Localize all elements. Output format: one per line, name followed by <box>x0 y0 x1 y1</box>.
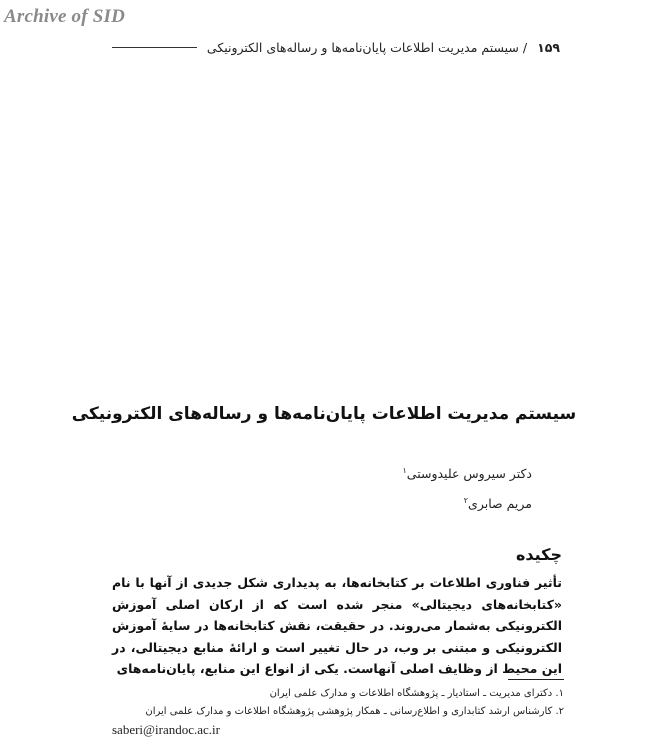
author-2-name: مریم صابری <box>468 496 532 512</box>
author-1-name: دکتر سیروس علیدوستی <box>406 466 532 482</box>
article-title: سیستم مدیریت اطلاعات پایان‌نامه‌ها و رساله‌های الکترونیکی <box>71 404 577 424</box>
abstract-heading: چکیده <box>515 545 562 564</box>
author-1 <box>403 466 533 481</box>
footnote-rule <box>508 679 564 680</box>
running-header <box>112 36 560 58</box>
abstract-body: تأثیر فناوری اطلاعات بر کتابخانه‌ها، به پدیداری شکل جدیدی از آنها با نام «کتابخانه‌های دیجیتالی» منجر شده است که از ارکان اصلی آموزش الکترونیکی به‌شمار می‌روند. در حقیقت، نقش کتابخانه‌ها در سایهٔ آموزش الکترونیکی و مبتنی بر وب، در حال تغییر است و ارائهٔ منابع دیجیتالی، در این محیط از وظایف اصلی آنهاست. یکی از انواع این منابع، پایان‌نامه‌های <box>112 575 562 676</box>
header-rule <box>112 47 197 48</box>
running-header-title: سیستم مدیریت اطلاعات پایان‌نامه‌ها و رساله‌های الکترونیکی <box>206 39 519 55</box>
archive-watermark: Archive of SID <box>4 6 126 27</box>
footnote-2: ۲. کارشناس ارشد کتابداری و اطلاع‌رسانی ـ همکار پژوهشی پژوهشگاه اطلاعات و مدارک علمی ایران <box>145 706 564 717</box>
author-2 <box>464 496 532 511</box>
footnote-1: ۱. دکترای مدیریت ـ استادیار ـ پژوهشگاه اطلاعات و مدارک علمی ایران <box>269 688 564 699</box>
author-1-note-mark[interactable]: ۱ <box>402 466 407 475</box>
header-separator: / <box>522 39 528 55</box>
author-email-link[interactable]: saberi@irandoc.ac.ir <box>112 722 220 737</box>
author-2-note-mark[interactable]: ۲ <box>463 496 469 505</box>
page-number: ۱۵۹ <box>537 39 560 55</box>
